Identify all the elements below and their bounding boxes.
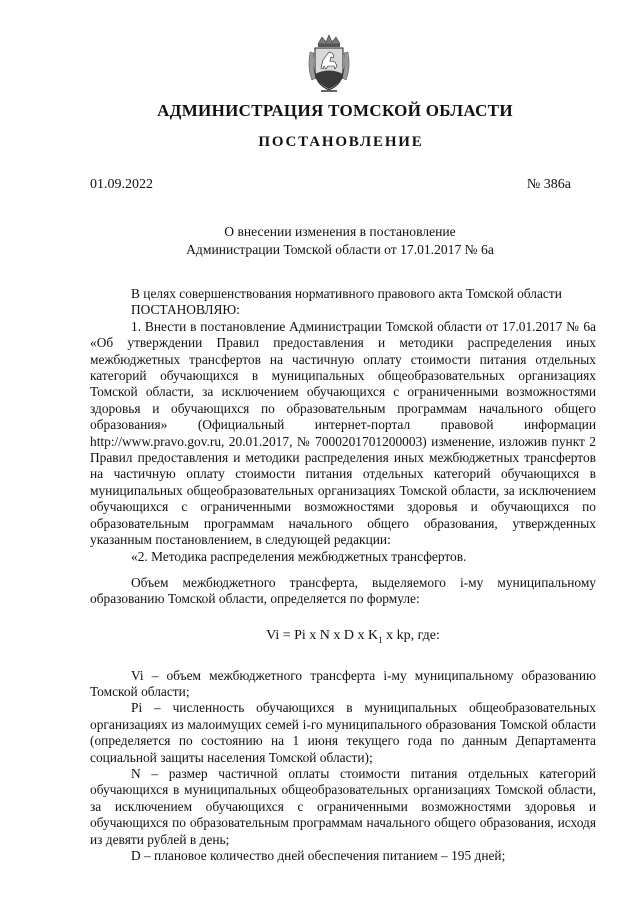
subject-line-1: О внесении изменения в постановление (224, 224, 456, 239)
tomsk-region-coat-of-arms-icon (304, 34, 354, 94)
formula-subscript: 1 (378, 634, 383, 645)
definition-n: N – размер частичной оплаты стоимости питания отдельных категорий обучающихся в муниципальных общеобразовательных организациях Томской области, за исключением обучающихся с ограниченными возможностями здоровья и обучающихся по образовательным программам начального общего образования, исходя из девяти рублей в день; (90, 765, 596, 847)
formula-main: Vi = Pi x N x D x K (266, 627, 379, 643)
item-1-paragraph: 1. Внести в постановление Администрации Томской области от 17.01.2017 № 6а «Об утверждении Правил предоставления и методики распределения иных межбюджетных трансфертов на частичную оплату стоимости питания отдельных категорий обучающихся в муниципальных общеобразовательных организациях Томской области, за исключением обучающихся с ограниченными возможностями здоровья и обучающихся по образовательным программам начального общего образования» (Официальный интернет-портал правовой информации http://www.pravo.gov.ru, 20.01.2017, № 7000201701200003) изменение, изложив пункт 2 Правил предоставления и методики распределения иных межбюджетных трансфертов на частичную оплату стоимости питания отдельных категорий обучающихся в муниципальных общеобразовательных организациях Томской области, за исключением обучающихся с ограниченными возможностями здоровья и обучающихся по образовательным программам начального общего образования, утвержденных указанным постановлением, в следующей редакции: (90, 318, 596, 548)
formula (90, 626, 596, 650)
subject-line-2: Администрации Томской области от 17.01.2017 № 6а (186, 242, 494, 257)
document-date: 01.09.2022 (90, 177, 153, 192)
definition-d: D – плановое количество дней обеспечения питанием – 195 дней; (131, 847, 506, 863)
volume-paragraph: Объем межбюджетного трансферта, выделяемого i-му муниципальному образованию Томской области, определяется по формуле: (90, 574, 596, 607)
spacer (90, 650, 596, 668)
spacer (90, 565, 596, 575)
document-body (90, 286, 596, 864)
item-2-heading: «2. Методика распределения межбюджетных трансфертов. (131, 548, 467, 564)
document-number: № 386а (526, 177, 571, 192)
organization-title: АДМИНИСТРАЦИЯ ТОМСКОЙ ОБЛАСТИ (157, 101, 513, 120)
definition-pi: Pi – численность обучающихся в муниципальных общеобразовательных организациях из малоимущих семей i-го муниципального образования Томской области (определяется по состоянию на 1 июня текущего года по данным Департамента социальной защиты населения Томской области); (90, 700, 596, 765)
intro-paragraph: В целях совершенствования нормативного правового акта Томской области (131, 286, 562, 301)
definition-vi: Vi – объем межбюджетного трансферта i-му муниципальному образованию Томской области; (90, 667, 596, 699)
decree-word: ПОСТАНОВЛЯЮ: (131, 302, 240, 318)
document-type: ПОСТАНОВЛЕНИЕ (258, 134, 424, 150)
formula-tail: x kp, где: (382, 627, 440, 643)
document-subject (150, 223, 530, 259)
spacer (90, 608, 596, 626)
